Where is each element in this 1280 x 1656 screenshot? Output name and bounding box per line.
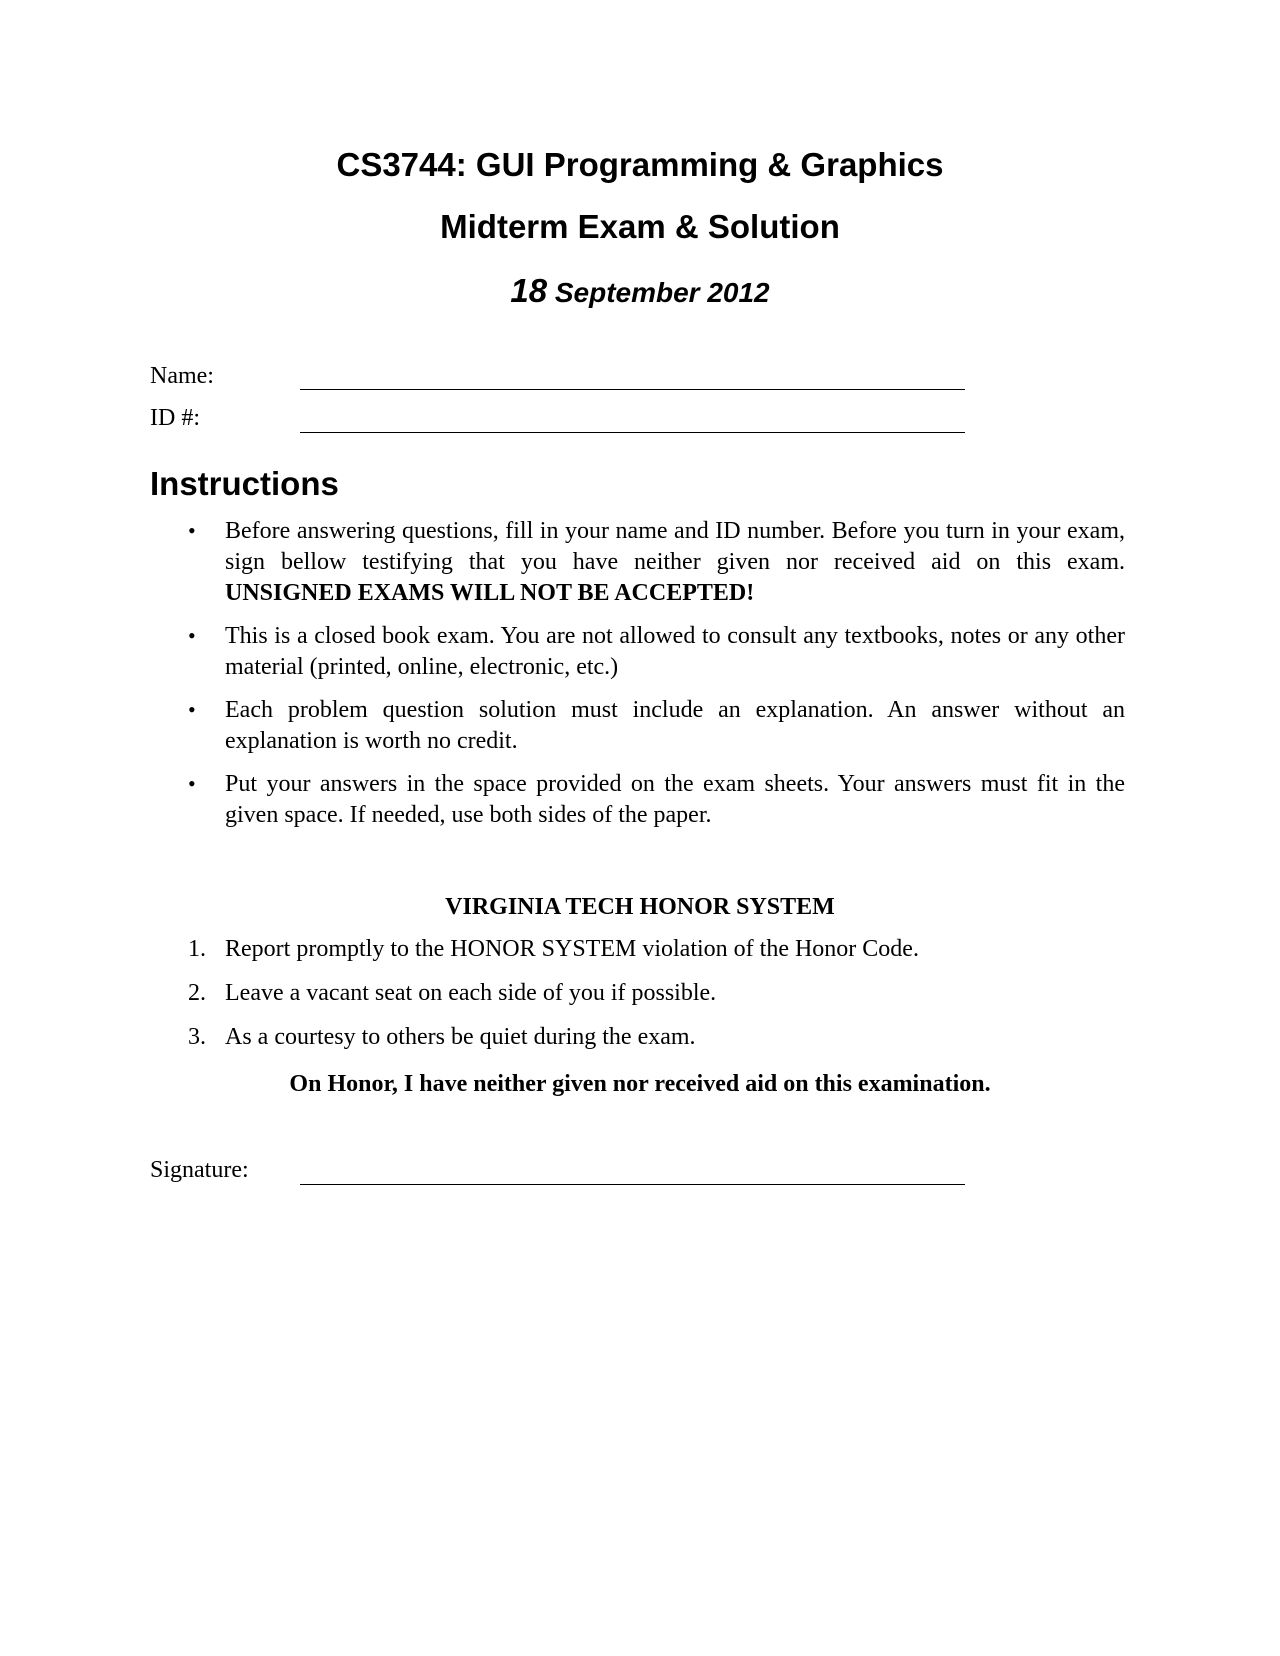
honor-rule-number: 3.	[188, 1024, 206, 1050]
instruction-item-1	[225, 516, 1125, 609]
honor-rule-number: 1.	[188, 936, 206, 962]
exam-date-day: 18	[510, 272, 548, 309]
bullet-icon: •	[188, 697, 196, 722]
honor-pledge: On Honor, I have neither given nor received aid on this examination.	[289, 1071, 991, 1097]
instruction-item-1-emphasis: UNSIGNED EXAMS WILL NOT BE ACCEPTED!	[225, 580, 755, 606]
instruction-item-3: Each problem question solution must include an explanation. An answer without an explanation is worth no credit.	[225, 697, 1125, 754]
exam-subtitle: Midterm Exam & Solution	[440, 208, 840, 245]
bullet-icon: •	[188, 623, 196, 648]
instruction-item-4: Put your answers in the space provided on the exam sheets. Your answers must fit in the given space. If needed, use both sides of the paper.	[225, 771, 1125, 828]
name-field-line[interactable]	[300, 389, 965, 390]
instruction-item-2: This is a closed book exam. You are not allowed to consult any textbooks, notes or any other material (printed, online, electronic, etc.)	[225, 623, 1125, 680]
instruction-item-1-text: Before answering questions, fill in your name and ID number. Before you turn in your exam, sign bellow testifying that you have neither given nor received aid on this exam.	[225, 518, 1125, 575]
id-field-line[interactable]	[300, 432, 965, 433]
honor-system-heading: VIRGINIA TECH HONOR SYSTEM	[445, 894, 835, 920]
signature-field-line[interactable]	[300, 1184, 965, 1185]
exam-date	[0, 272, 1280, 310]
exam-date-month-year: September 2012	[554, 277, 770, 308]
name-label: Name:	[150, 363, 214, 389]
bullet-icon: •	[188, 771, 196, 796]
bullet-icon: •	[188, 518, 196, 543]
id-label: ID #:	[150, 405, 200, 431]
honor-rule-number: 2.	[188, 980, 206, 1006]
honor-rule-text: As a courtesy to others be quiet during the exam.	[225, 1024, 696, 1050]
honor-rule-text: Report promptly to the HONOR SYSTEM violation of the Honor Code.	[225, 936, 919, 962]
honor-rule-text: Leave a vacant seat on each side of you if possible.	[225, 980, 717, 1006]
course-title: CS3744: GUI Programming & Graphics	[336, 146, 944, 183]
instructions-heading: Instructions	[150, 465, 339, 502]
signature-label: Signature:	[150, 1157, 249, 1183]
